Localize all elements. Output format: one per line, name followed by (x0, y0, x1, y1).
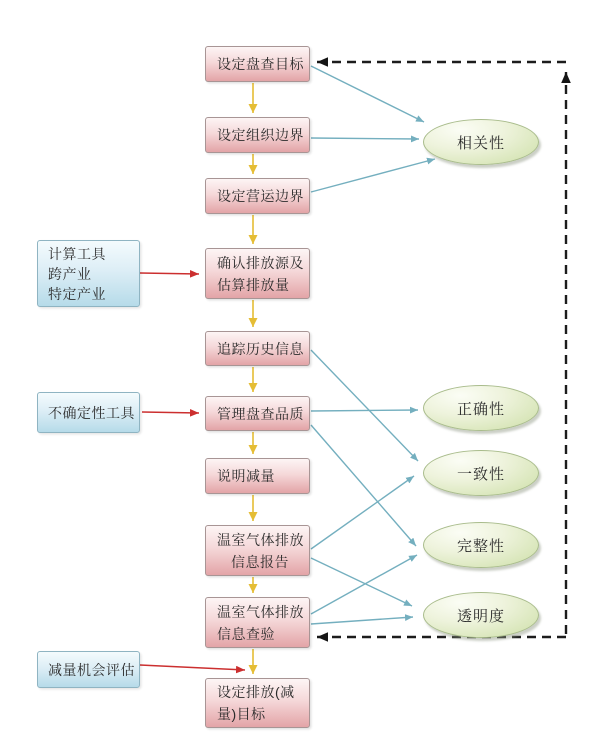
principle-label: 相关性 (456, 134, 505, 152)
tool-label-line3: 特定产业 (48, 285, 106, 302)
principle-label: 一致性 (456, 465, 505, 483)
tool-label-line1: 计算工具 (48, 245, 106, 262)
step-set-org-boundary (205, 117, 310, 153)
step-label-line2: 信息报告 (231, 553, 289, 570)
step-label: 设定盘查目标 (217, 56, 304, 72)
tool-label-line2: 跨产业 (48, 265, 92, 282)
tool-label: 不确定性工具 (48, 404, 135, 421)
step-set-inventory-goal (205, 46, 310, 82)
principle-relevance (423, 119, 539, 165)
tool-calculation-tools (37, 240, 140, 307)
link-verify-completeness (311, 555, 417, 614)
tool-arrow-uncertainty (142, 412, 199, 413)
link-quality-accuracy (311, 410, 418, 411)
step-ghg-report (205, 525, 310, 576)
principle-consistency (423, 450, 539, 496)
principle-label: 正确性 (456, 400, 505, 418)
step-set-reduction-target (205, 678, 310, 728)
tool-label: 减量机会评估 (48, 661, 135, 678)
link-report-transparency (311, 558, 412, 606)
step-manage-quality (205, 396, 310, 431)
step-label: 追踪历史信息 (217, 340, 304, 357)
step-label-line2: 量)目标 (217, 706, 266, 722)
step-label-line2: 估算排放量 (217, 276, 290, 293)
link-org-relevance (311, 138, 419, 139)
step-label-line1: 温室气体排放 (217, 531, 304, 548)
step-set-ops-boundary (205, 178, 310, 214)
step-label: 管理盘查品质 (217, 405, 304, 422)
link-report-consistency (311, 476, 414, 549)
principle-label: 完整性 (456, 537, 505, 555)
link-verify-transparency (311, 617, 413, 624)
tool-reduction-assessment (37, 651, 140, 688)
link-goal-relevance (311, 66, 424, 122)
step-explain-reduction (205, 458, 310, 494)
step-label: 设定营运边界 (217, 188, 304, 204)
link-ops-relevance (311, 159, 435, 192)
step-label-line1: 设定排放(减 (217, 684, 295, 700)
principle-transparency (423, 592, 539, 638)
principle-label: 透明度 (456, 607, 505, 625)
principle-accuracy (423, 385, 539, 431)
step-label-line2: 信息查验 (217, 625, 275, 642)
step-label-line1: 温室气体排放 (217, 603, 304, 620)
step-label: 说明减量 (217, 468, 275, 484)
tool-arrow-reduction (140, 665, 245, 670)
step-confirm-sources (205, 248, 310, 299)
step-ghg-verification (205, 597, 310, 648)
tool-uncertainty-tools (37, 392, 140, 433)
principle-completeness (423, 522, 539, 568)
step-track-history (205, 331, 310, 366)
step-label: 设定组织边界 (217, 127, 304, 143)
step-label-line1: 确认排放源及 (217, 254, 304, 271)
tool-arrow-calc (140, 273, 199, 274)
